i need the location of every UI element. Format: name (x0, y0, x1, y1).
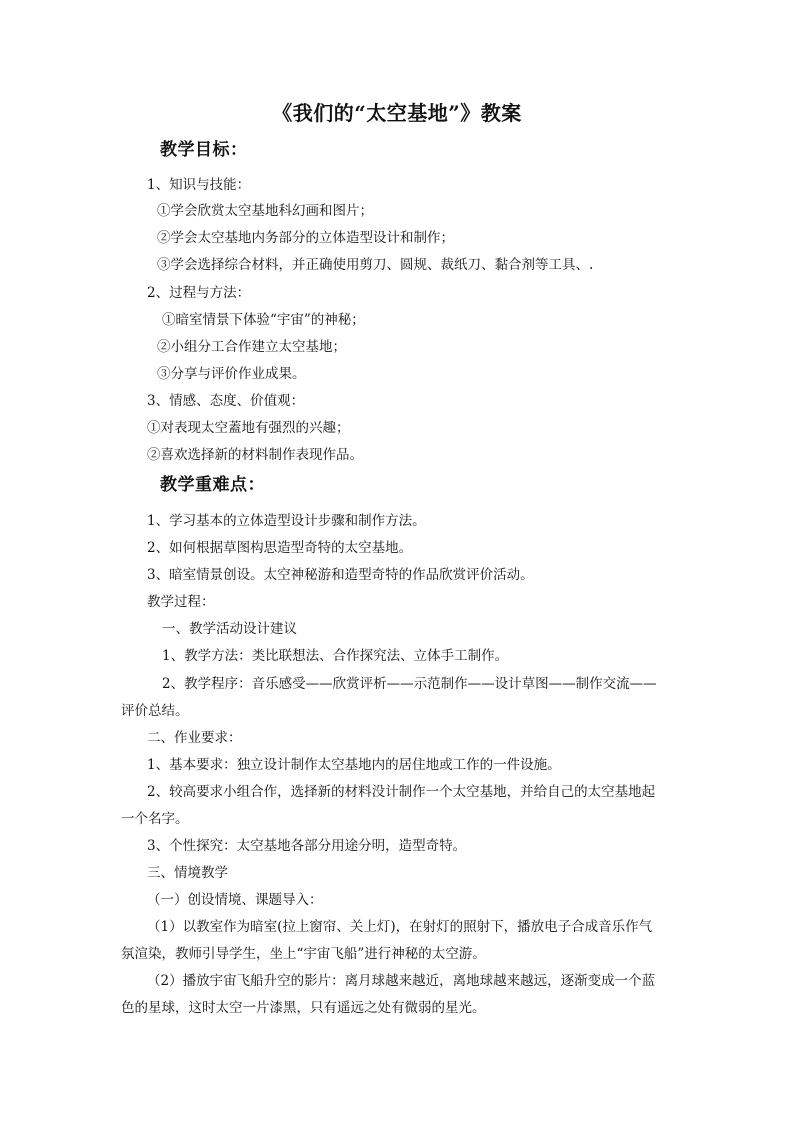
teaching-procedure: 2、教学程序：音乐感受——欣赏评析——示范制作——设计草图——制作交流—— (162, 676, 657, 692)
emotion-item-1: ①对表现太空蓋地有强烈的兴趣； (147, 420, 350, 436)
paragraph-2: （2）播放宇宙飞船升空的影片：离月球越来越近，离地球越来越远，逐渐变成一个蓝 (147, 973, 656, 989)
subsection-heading-1: （一）创设情境、课题导入： (147, 892, 323, 908)
requirement-2-cont: 一个名字。 (121, 811, 189, 827)
knowledge-skill-label: 1、知识与技能： (147, 177, 251, 193)
section-heading-3: 三、情境教学 (147, 865, 228, 881)
requirement-2: 2、较高要求小组合作，选择新的材料没计制作一个太空基地，并给自己的太空基地起 (147, 784, 656, 800)
section-heading-2: 二、作业要求： (147, 730, 242, 746)
paragraph-1: （1）以教室作为暗室(拉上窗帘、关上灯)，在射灯的照射下，播放电子合成音乐作气 (147, 919, 653, 935)
key-point-3: 3、暗室情景创设。太空神秘游和造型奇特的作品欣赏评价活动。 (147, 567, 534, 583)
knowledge-skill-item-3: ③学会选择综合材料，并正确使用剪刀、圆规、裁纸刀、黏合剂等工具、. (157, 257, 594, 273)
process-method-item-1: ①暗室情景下体验“宇宙”的神秘； (162, 312, 365, 328)
section-heading-1: 一、教学活动设计建议 (162, 621, 297, 637)
paragraph-1-cont: 氛渲染，教师引导学生，坐上“宇宙飞船”进行神秘的太空游。 (121, 946, 486, 962)
heading-teaching-goals: 教学目标： (160, 140, 248, 160)
page-title: 《我们的“太空基地”》教案 (272, 101, 522, 125)
requirement-1: 1、基本要求：独立设计制作太空基地内的居住地或工作的一件设施。 (147, 757, 561, 773)
process-method-item-2: ②小组分工合作建立太空基地； (157, 339, 346, 355)
teaching-method: 1、教学方法：类比联想法、合作探究法、立体手工制作。 (162, 648, 509, 664)
process-method-item-3: ③分享与评价作业成果。 (157, 366, 306, 382)
key-point-1: 1、学习基本的立体造型设计步骤和制作方法。 (147, 513, 426, 529)
teaching-procedure-cont: 评价总结。 (121, 703, 189, 719)
heading-key-points: 教学重难点： (160, 475, 265, 495)
requirement-3: 3、个性探究：太空基地各部分用途分明，造型奇特。 (147, 838, 467, 854)
key-point-2: 2、如何根据草图构思造型奇特的太空基地。 (147, 540, 413, 556)
teaching-process-label: 教学过程： (147, 594, 215, 610)
emotion-label: 3、情感、态度、价值观： (147, 393, 305, 409)
process-method-label: 2、过程与方法： (147, 285, 251, 301)
emotion-item-2: ②喜欢选择新的材料制作表现作品。 (147, 447, 363, 463)
knowledge-skill-item-1: ①学会欣赏太空基地科幻画和图片； (157, 203, 373, 219)
knowledge-skill-item-2: ②学会太空基地内务部分的立体造型设计和制作； (157, 230, 454, 246)
paragraph-2-cont: 色的星球，这时太空一片漆黑，只有遥远之处有微弱的星光。 (121, 1000, 486, 1016)
